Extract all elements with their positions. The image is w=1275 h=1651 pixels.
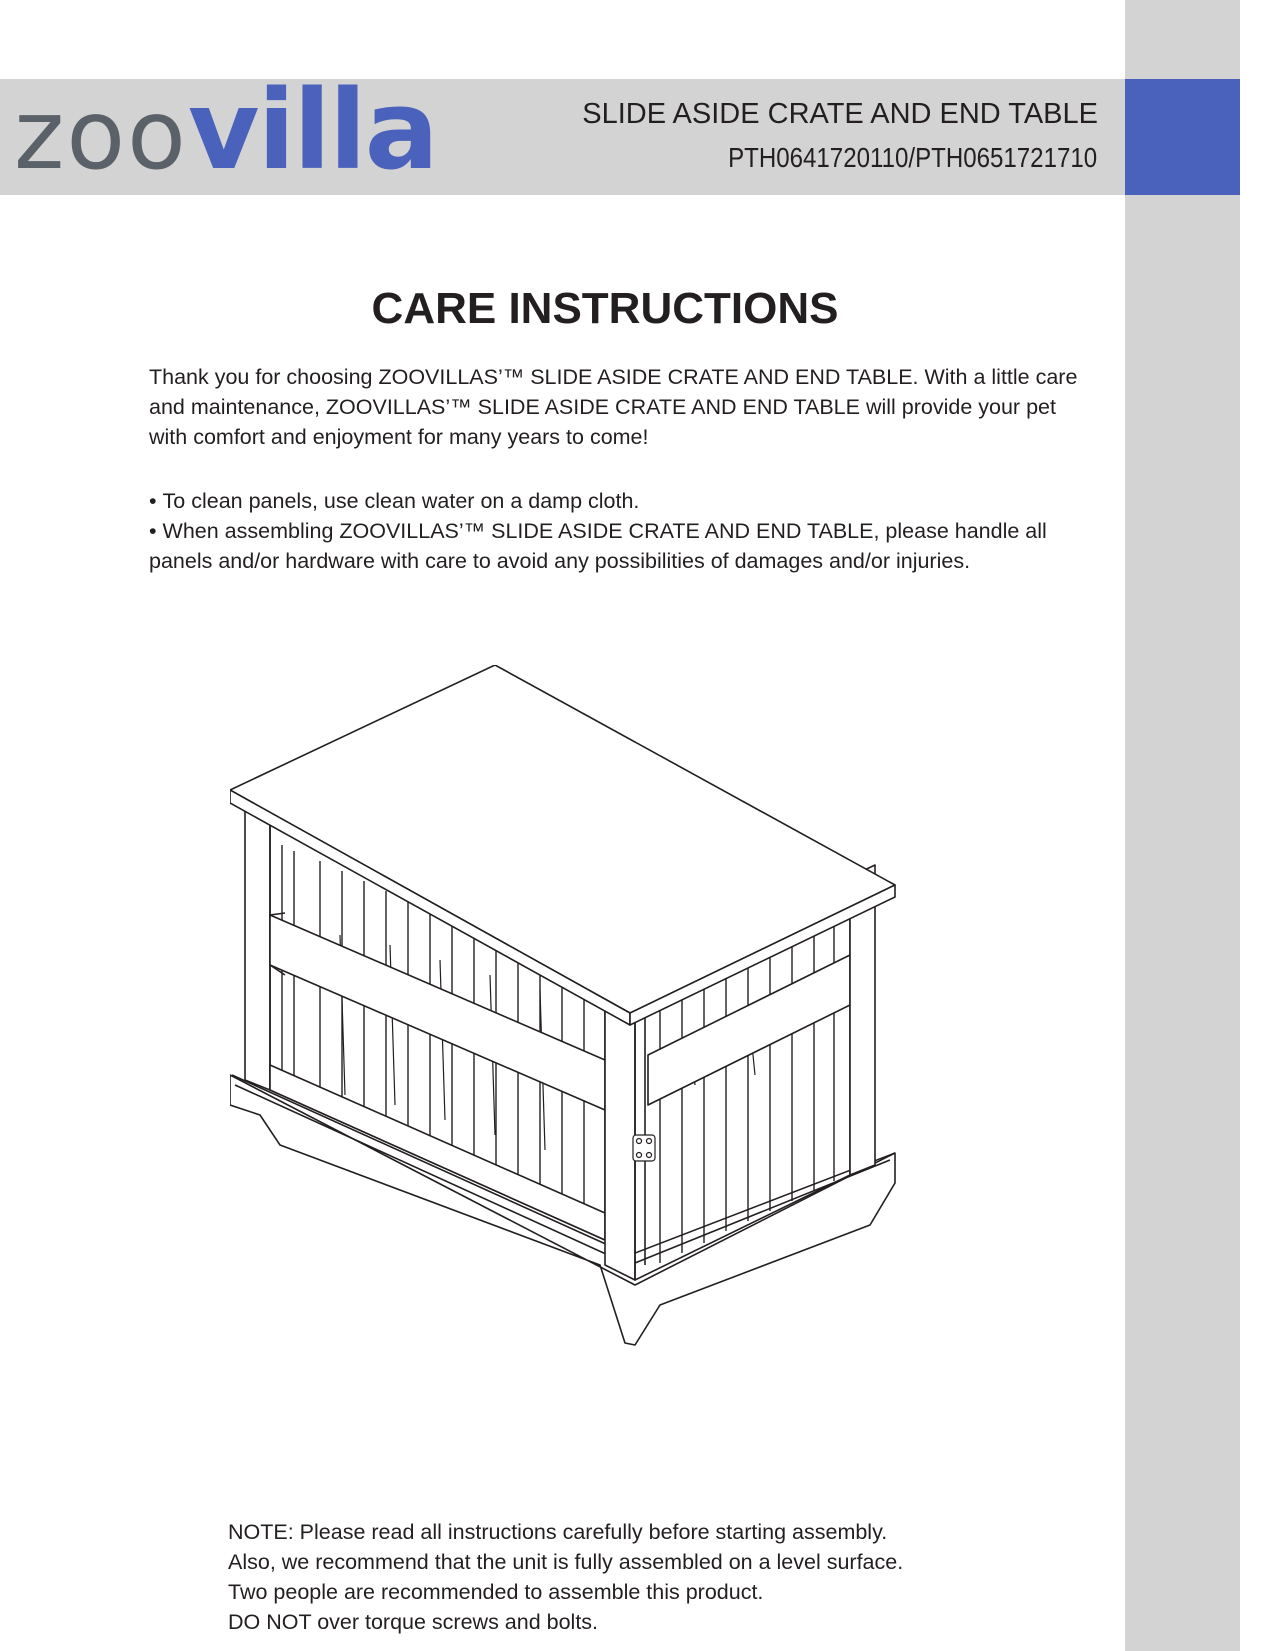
logo-villa-text: villa [187,66,437,194]
assembly-note [228,1517,1108,1637]
zoovilla-logo [14,60,437,200]
care-bullet-2 [149,516,1079,576]
note-line-4: DO NOT over torque screws and bolts. [228,1610,599,1634]
note-line-1: NOTE: Please read all instructions carefully before starting assembly. [228,1520,888,1544]
note-line-2: Also, we recommend that the unit is fully assembled on a level surface. [228,1550,904,1574]
intro-paragraph: Thank you for choosing ZOOVILLAS’™ SLIDE ASIDE CRATE AND END TABLE. With a little care and maintenance, ZOOVILLAS’™ SLIDE ASIDE CRATE AND END TABLE will provide your pet with comfort and enjoyment for many years to come! [149,365,1078,449]
care-bullet-1 [149,486,1079,516]
note-line-3: Two people are recommended to assemble this product. [228,1580,764,1604]
bullet-mark: • [149,489,157,513]
crate-end-table-illustration [230,665,950,1415]
product-title: SLIDE ASIDE CRATE AND END TABLE [582,98,1098,130]
model-numbers: PTH0641720110/PTH0651721710 [727,142,1097,173]
care-bullet-list [149,486,1079,576]
bullet-mark: • [149,519,157,543]
page-title: CARE INSTRUCTIONS [371,284,839,333]
right-margin-strip [1125,0,1240,1651]
logo-zoo-text: zoo [14,79,188,191]
care-bullet-text: When assembling ZOOVILLAS’™ SLIDE ASIDE CRATE AND END TABLE, please handle all panels and/or hardware with care to avoid any possibilities of damages and/or injuries. [149,519,1047,573]
header-accent-block [1125,79,1240,195]
care-bullet-text: To clean panels, use clean water on a damp cloth. [162,489,640,513]
